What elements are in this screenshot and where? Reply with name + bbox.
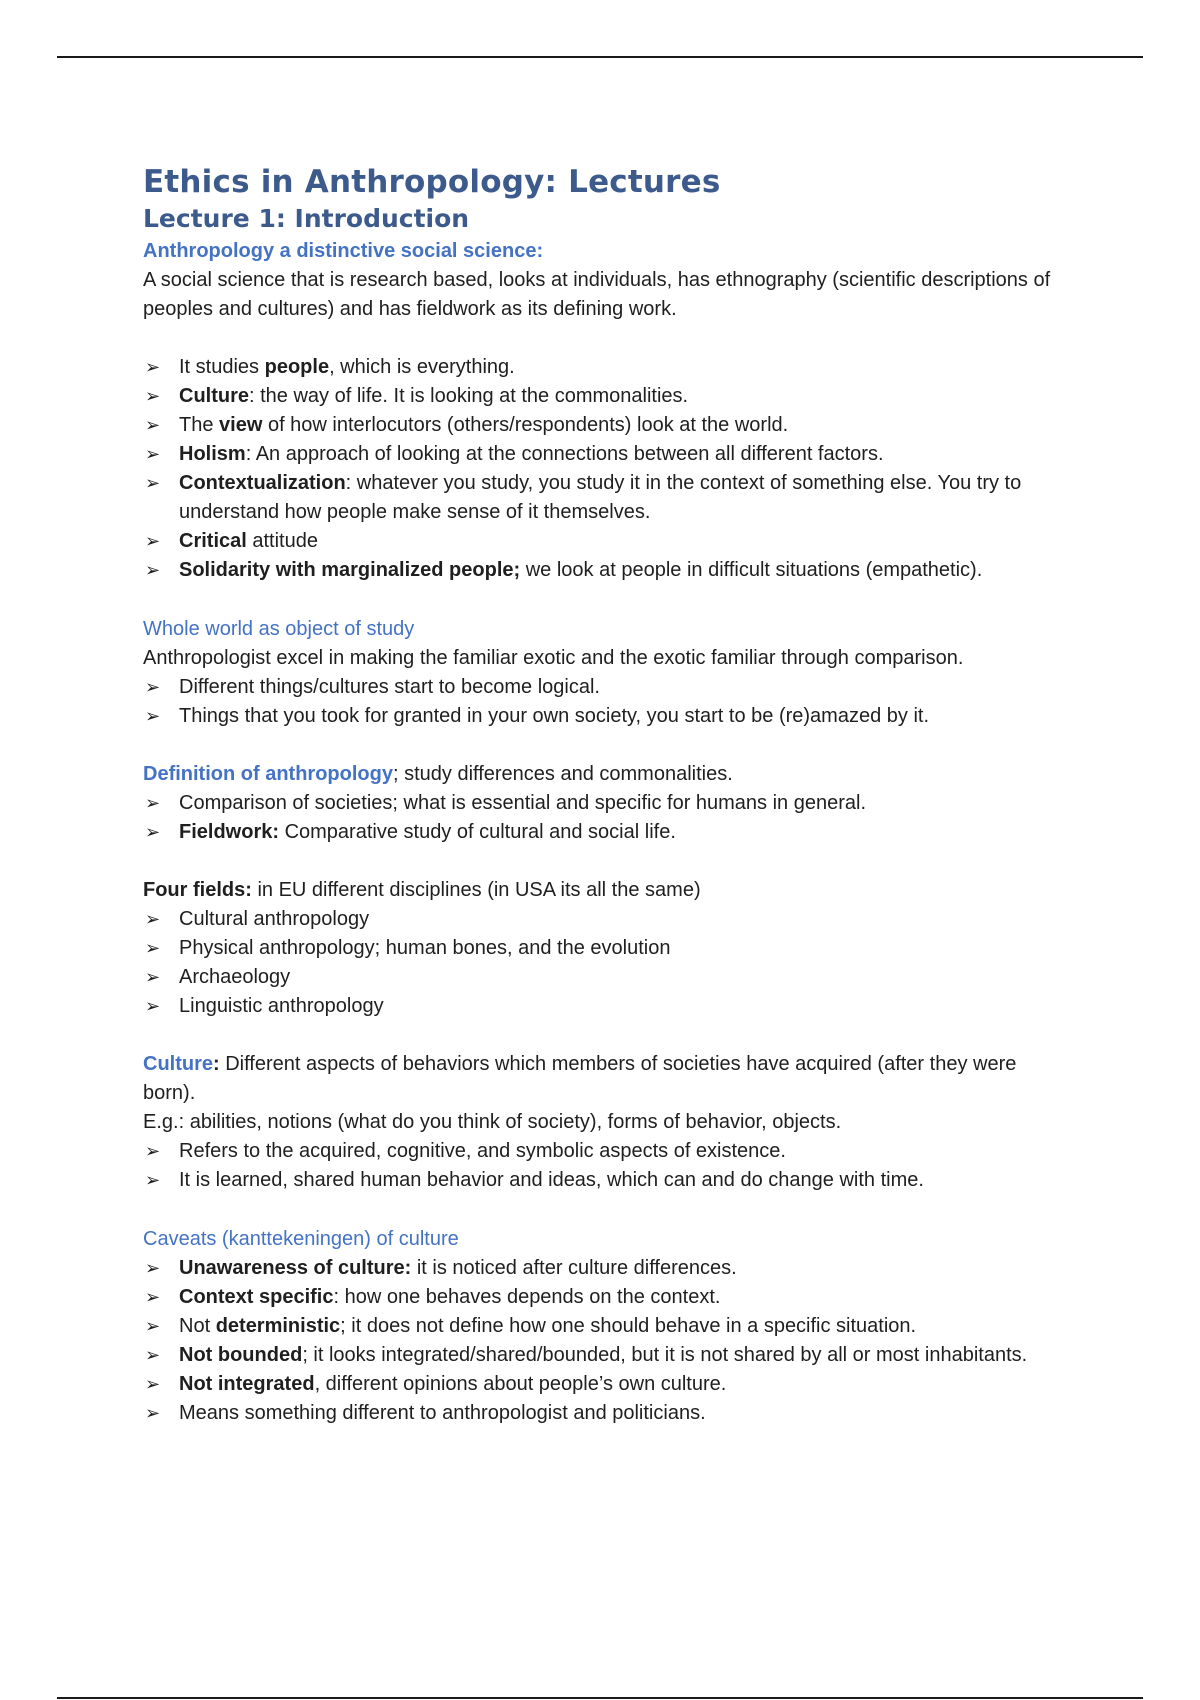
lecture-heading: Lecture 1: Introduction xyxy=(143,204,470,233)
list-culture xyxy=(143,1137,1063,1195)
list-four-fields xyxy=(143,905,1063,1021)
list-item: ➢ Not integrated, different opinions about people’s own culture. xyxy=(143,1370,1063,1399)
arrow-bullet-icon: ➢ xyxy=(145,822,161,842)
arrow-bullet-icon: ➢ xyxy=(145,1141,161,1161)
paragraph-familiar-exotic: Anthropologist excel in making the familiar exotic and the exotic familiar through comparison. xyxy=(143,647,964,669)
arrow-bullet-icon: ➢ xyxy=(145,386,161,406)
culture-example: E.g.: abilities, notions (what do you think of society), forms of behavior, objects. xyxy=(143,1111,842,1133)
list-comparison xyxy=(143,673,1063,731)
arrow-bullet-icon: ➢ xyxy=(145,1345,161,1365)
culture-definition: Culture: Different aspects of behaviors which members of societies have acquired (after they were born). xyxy=(143,1053,1017,1104)
list-item: ➢ Critical attitude xyxy=(143,527,1063,556)
arrow-bullet-icon: ➢ xyxy=(145,909,161,929)
document-body xyxy=(143,162,1063,1428)
list-item: ➢ Refers to the acquired, cognitive, and symbolic aspects of existence. xyxy=(143,1137,1063,1166)
section-heading-caveats: Caveats (kanttekeningen) of culture xyxy=(143,1228,459,1250)
list-item: ➢ Not deterministic; it does not define how one should behave in a specific situation. xyxy=(143,1312,1063,1341)
list-item: ➢ Different things/cultures start to become logical. xyxy=(143,673,1063,702)
section-heading-anthropology: Anthropology a distinctive social science: xyxy=(143,240,544,262)
four-fields: Four fields: in EU different disciplines (in USA its all the same) xyxy=(143,879,701,901)
arrow-bullet-icon: ➢ xyxy=(145,531,161,551)
list-caveats xyxy=(143,1254,1063,1428)
list-item: ➢ Solidarity with marginalized people; we look at people in difficult situations (empathetic). xyxy=(143,556,1063,585)
list-item: ➢ Culture: the way of life. It is looking at the commonalities. xyxy=(143,382,1063,411)
list-anthropology-features xyxy=(143,353,1063,585)
arrow-bullet-icon: ➢ xyxy=(145,1316,161,1336)
arrow-bullet-icon: ➢ xyxy=(145,415,161,435)
list-item: ➢ Unawareness of culture: it is noticed after culture differences. xyxy=(143,1254,1063,1283)
arrow-bullet-icon: ➢ xyxy=(145,793,161,813)
arrow-bullet-icon: ➢ xyxy=(145,560,161,580)
arrow-bullet-icon: ➢ xyxy=(145,1258,161,1278)
list-item: ➢ Holism: An approach of looking at the connections between all different factors. xyxy=(143,440,1063,469)
arrow-bullet-icon: ➢ xyxy=(145,1374,161,1394)
arrow-bullet-icon: ➢ xyxy=(145,444,161,464)
list-item: ➢ Comparison of societies; what is essential and specific for humans in general. xyxy=(143,789,1063,818)
list-item: ➢ Archaeology xyxy=(143,963,1063,992)
list-definition xyxy=(143,789,1063,847)
arrow-bullet-icon: ➢ xyxy=(145,706,161,726)
list-item: ➢ Context specific: how one behaves depends on the context. xyxy=(143,1283,1063,1312)
list-item: ➢ It studies people, which is everything. xyxy=(143,353,1063,382)
arrow-bullet-icon: ➢ xyxy=(145,677,161,697)
section-heading-whole-world: Whole world as object of study xyxy=(143,618,415,640)
list-item: ➢ It is learned, shared human behavior and ideas, which can and do change with time. xyxy=(143,1166,1063,1195)
arrow-bullet-icon: ➢ xyxy=(145,938,161,958)
document-title: Ethics in Anthropology: Lectures xyxy=(143,164,721,200)
arrow-bullet-icon: ➢ xyxy=(145,473,161,493)
term-four-fields: Four fields: xyxy=(143,879,252,901)
list-item: ➢ Physical anthropology; human bones, and the evolution xyxy=(143,934,1063,963)
arrow-bullet-icon: ➢ xyxy=(145,1170,161,1190)
list-item: ➢ Linguistic anthropology xyxy=(143,992,1063,1021)
term-definition: Definition of anthropology xyxy=(143,763,393,785)
list-item: ➢ Things that you took for granted in your own society, you start to be (re)amazed by it. xyxy=(143,702,1063,731)
list-item: ➢ Not bounded; it looks integrated/shared/bounded, but it is not shared by all or most inhabitants. xyxy=(143,1341,1063,1370)
arrow-bullet-icon: ➢ xyxy=(145,357,161,377)
term-culture: Culture xyxy=(143,1053,213,1075)
list-item: ➢ Fieldwork: Comparative study of cultural and social life. xyxy=(143,818,1063,847)
list-item: ➢ The view of how interlocutors (others/respondents) look at the world. xyxy=(143,411,1063,440)
list-item: ➢ Cultural anthropology xyxy=(143,905,1063,934)
arrow-bullet-icon: ➢ xyxy=(145,996,161,1016)
arrow-bullet-icon: ➢ xyxy=(145,1403,161,1423)
header-rule xyxy=(57,56,1143,58)
definition-anthropology: Definition of anthropology; study differences and commonalities. xyxy=(143,763,733,785)
footer-rule xyxy=(57,1697,1143,1699)
arrow-bullet-icon: ➢ xyxy=(145,1287,161,1307)
arrow-bullet-icon: ➢ xyxy=(145,967,161,987)
list-item: ➢ Contextualization: whatever you study, you study it in the context of something else. You try to understand how people make sense of it themselves. xyxy=(143,469,1063,527)
list-item: ➢ Means something different to anthropologist and politicians. xyxy=(143,1399,1063,1428)
paragraph-social-science: A social science that is research based, looks at individuals, has ethnography (scientific descriptions of peoples and cultures) and has fieldwork as its defining work. xyxy=(143,269,1051,320)
